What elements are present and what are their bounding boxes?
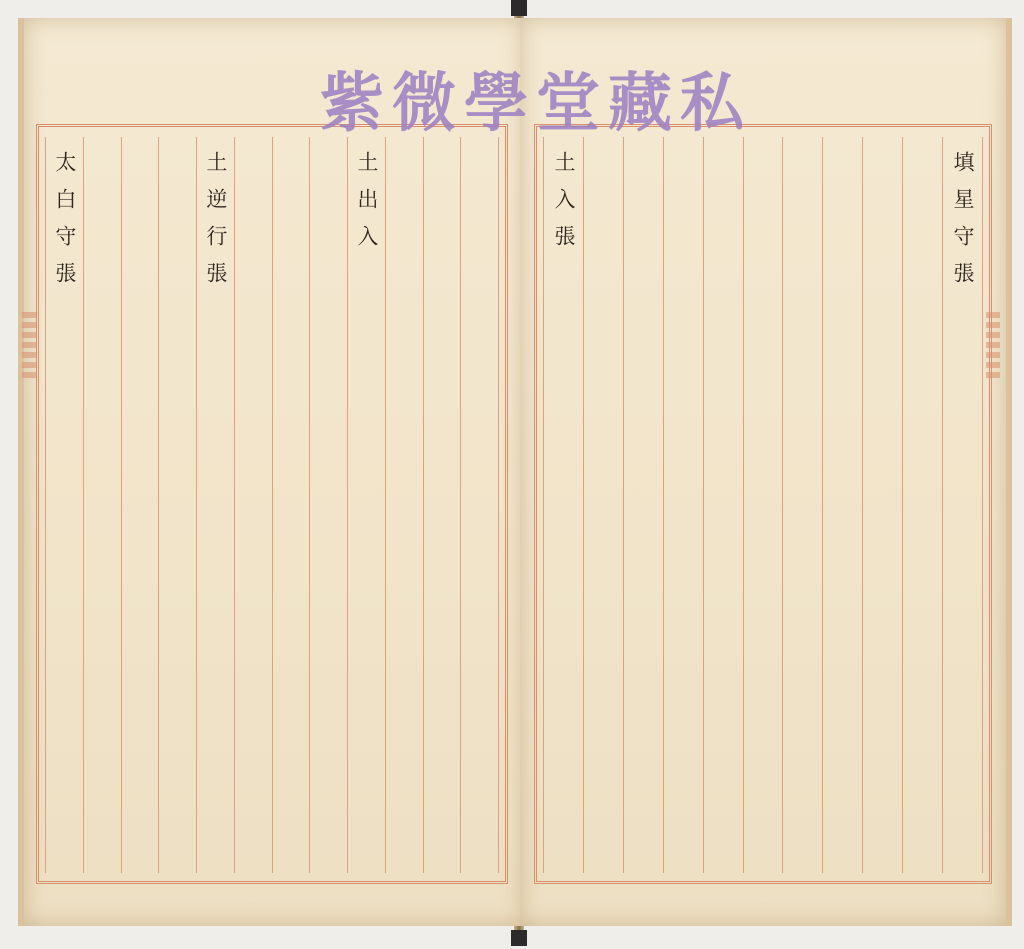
binding-tab-top xyxy=(511,0,527,16)
text-column xyxy=(158,137,196,873)
text-column xyxy=(663,137,703,873)
text-column xyxy=(782,137,822,873)
right-page-text-frame xyxy=(534,124,992,884)
column-text: 土入張 xyxy=(551,151,576,262)
text-column xyxy=(121,137,159,873)
text-column xyxy=(822,137,862,873)
text-column xyxy=(196,137,234,873)
text-column xyxy=(309,137,347,873)
text-column xyxy=(45,137,83,873)
text-column xyxy=(862,137,902,873)
column-text: 太白守張 xyxy=(52,151,77,299)
text-column xyxy=(272,137,310,873)
text-column xyxy=(743,137,783,873)
text-column xyxy=(623,137,663,873)
text-column xyxy=(543,137,583,873)
text-column xyxy=(385,137,423,873)
left-margin-mark xyxy=(22,312,36,382)
ownership-seal: 紫微學堂藏私 xyxy=(320,66,752,141)
text-column xyxy=(423,137,461,873)
text-column xyxy=(83,137,121,873)
text-column xyxy=(234,137,272,873)
text-column xyxy=(703,137,743,873)
text-column xyxy=(583,137,623,873)
column-text: 填星守張 xyxy=(951,151,976,299)
text-column xyxy=(460,137,499,873)
left-page-columns xyxy=(45,137,499,873)
right-page-columns xyxy=(543,137,983,873)
binding-tab-bottom xyxy=(511,930,527,946)
text-column xyxy=(942,137,983,873)
text-column xyxy=(902,137,942,873)
left-page-text-frame xyxy=(36,124,508,884)
column-text: 土逆行張 xyxy=(203,151,228,299)
text-column xyxy=(347,137,385,873)
column-text: 土出入 xyxy=(354,151,379,262)
open-book xyxy=(14,12,1010,934)
